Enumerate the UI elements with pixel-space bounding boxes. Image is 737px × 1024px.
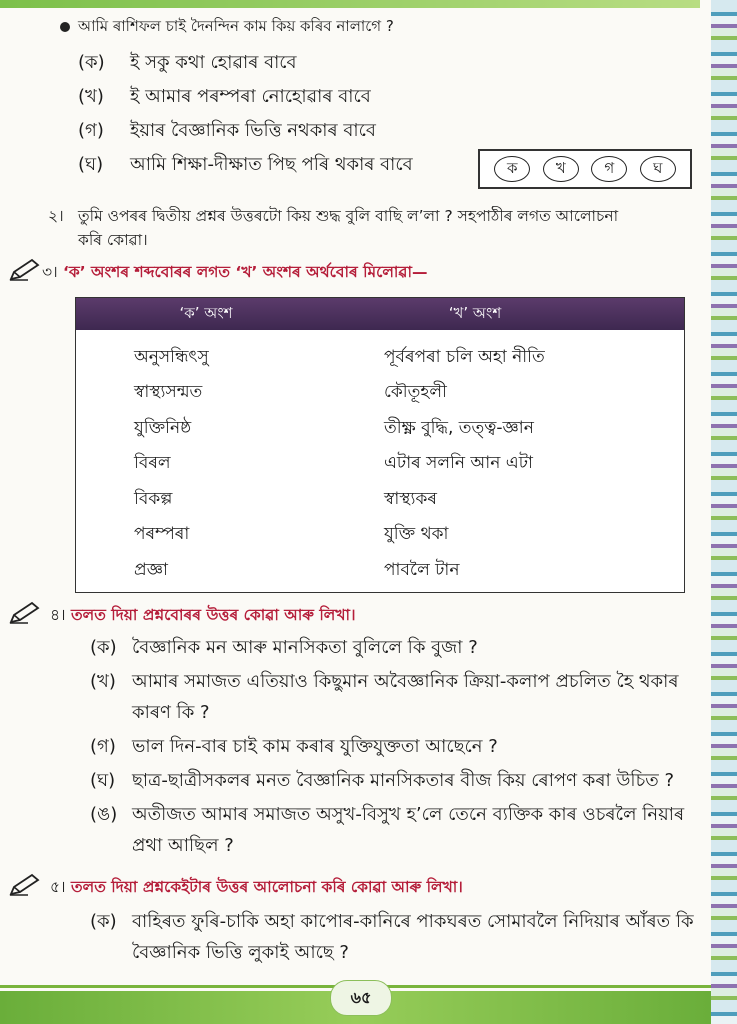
- answer-choice[interactable]: ঘ: [640, 156, 676, 182]
- q3-number: ৩।: [42, 263, 58, 281]
- meaning-b: স্বাস্থ্যকৰ: [384, 488, 437, 509]
- answer-choice-box: [478, 149, 692, 189]
- right-decorative-border: [711, 0, 737, 1024]
- q4-heading: [50, 603, 690, 629]
- item-marker: (ক): [90, 637, 117, 658]
- q5-number: ৫।: [50, 878, 66, 896]
- q5-title: তলত দিয়া প্ৰশ্নকেইটাৰ উত্তৰ আলোচনা কৰি কোৱা আৰু লিখা।: [71, 878, 463, 896]
- term-a: পৰম্পৰা: [134, 524, 190, 545]
- q5-heading: [50, 875, 690, 901]
- table-row: [76, 482, 684, 518]
- match-table: [75, 297, 685, 593]
- q5-items: [90, 906, 700, 971]
- q2-text-cont: কৰি কোৱা।: [78, 231, 148, 249]
- option-marker: (গ): [78, 119, 104, 141]
- meaning-b: এটাৰ সলনি আন এটা: [384, 453, 533, 474]
- match-table-body: [76, 330, 684, 589]
- term-a: যুক্তিনিষ্ঠ: [134, 417, 192, 438]
- top-decor-strip: [0, 0, 700, 8]
- option-marker: (খ): [78, 85, 104, 107]
- q1-option: [60, 80, 700, 114]
- option-marker: (ঘ): [78, 153, 104, 175]
- table-row: [76, 553, 684, 589]
- item-marker: (ঙ): [90, 804, 118, 825]
- table-row: [76, 518, 684, 554]
- q3-title: ‘ক’ অংশৰ শব্দবোৰৰ লগত ‘খ’ অংশৰ অৰ্থবোৰ মিলোৱা—: [63, 263, 428, 281]
- item-marker: (খ): [90, 671, 116, 692]
- item-marker: (গ): [90, 736, 116, 757]
- answer-choice[interactable]: ক: [494, 156, 530, 182]
- item-text: ছাত্ৰ-ছাত্ৰীসকলৰ মনত বৈজ্ঞানিক মানসিকতাৰ বীজ কিয় ৰোপণ কৰা উচিত ?: [132, 770, 675, 791]
- option-text: ইয়াৰ বৈজ্ঞানিক ভিত্তি নথকাৰ বাবে: [130, 119, 376, 141]
- item-text: অতীজত আমাৰ সমাজত অসুখ-বিসুখ হ’লে তেনে ব্যক্তিক কাৰ ওচৰলৈ নিয়াৰ প্ৰথা আছিল ?: [132, 804, 685, 856]
- list-item: [90, 799, 700, 861]
- meaning-b: যুক্তি থকা: [384, 524, 449, 545]
- term-a: স্বাস্থ্যসন্মত: [134, 382, 203, 403]
- term-a: বিৰল: [134, 453, 171, 474]
- q2-text: তুমি ওপৰৰ দ্বিতীয় প্ৰশ্নৰ উত্তৰটো কিয় শুদ্ধ বুলি বাছি ল’লা ? সহপাঠীৰ লগত আলোচনা: [78, 207, 619, 225]
- q3-heading: [42, 260, 692, 286]
- meaning-b: পূৰ্বৰপৰা চলি অহা নীতি: [384, 346, 545, 367]
- list-item: [90, 632, 700, 663]
- option-text: আমি শিক্ষা-দীক্ষাত পিছ পৰি থকাৰ বাবে: [130, 153, 413, 175]
- table-row: [76, 340, 684, 376]
- table-row: [76, 376, 684, 412]
- q2-number: ২।: [48, 207, 64, 225]
- pencil-icon: [8, 873, 42, 897]
- q4-items: [90, 632, 700, 864]
- q1-prompt: আমি ৰাশিফল চাই দৈনন্দিন কাম কিয় কৰিব নালাগে ?: [78, 16, 394, 35]
- match-table-header: [76, 298, 684, 330]
- term-a: বিকল্প: [134, 488, 173, 509]
- table-row: [76, 411, 684, 447]
- meaning-b: পাবলৈ টান: [384, 559, 460, 580]
- table-row: [76, 447, 684, 483]
- option-marker: (ক): [78, 51, 105, 73]
- q4-title: তলত দিয়া প্ৰশ্নবোৰৰ উত্তৰ কোৱা আৰু লিখা।: [71, 606, 356, 624]
- pencil-icon: [8, 601, 42, 625]
- col-b-header: ‘খ’ অংশ: [448, 303, 502, 322]
- col-a-header: ‘ক’ অংশ: [179, 303, 233, 322]
- item-text: ভাল দিন-বাৰ চাই কাম কৰাৰ যুক্তিযুক্ততা আছেনে ?: [132, 736, 498, 757]
- option-text: ই সকু কথা হোৱাৰ বাবে: [130, 51, 297, 73]
- item-text: বৈজ্ঞানিক মন আৰু মানসিকতা বুলিলে কি বুজা ?: [132, 637, 478, 658]
- bullet-dot-icon: [60, 22, 70, 32]
- q4-number: ৪।: [50, 606, 66, 624]
- meaning-b: কৌতূহলী: [384, 382, 447, 403]
- page-number: ৬৫: [330, 980, 392, 1016]
- item-text: আমাৰ সমাজত এতিয়াও কিছুমান অবৈজ্ঞানিক ক্ৰিয়া-কলাপ প্ৰচলিত হৈ থকাৰ কাৰণ কি ?: [132, 671, 679, 723]
- q1-option: [60, 46, 700, 80]
- item-marker: (ক): [90, 911, 117, 932]
- pencil-icon: [8, 258, 42, 282]
- answer-choice[interactable]: গ: [591, 156, 627, 182]
- question-2: [48, 204, 698, 252]
- answer-choice[interactable]: খ: [543, 156, 579, 182]
- q1-prompt-line: [60, 14, 700, 40]
- q1-option: [60, 114, 700, 148]
- item-marker: (ঘ): [90, 770, 116, 791]
- meaning-b: তীক্ষ্ণ বুদ্ধি, তত্ত্ব-জ্ঞান: [384, 417, 534, 438]
- item-text: বাহিৰত ফুৰি-চাকি অহা কাপোৰ-কানিৰে পাকঘৰত সোমাবলৈ নিদিয়াৰ আঁৰত কি বৈজ্ঞানিক ভিত্তি লুকাই আছে ?: [132, 911, 694, 963]
- list-item: [90, 765, 700, 796]
- term-a: প্ৰজ্ঞা: [134, 559, 168, 580]
- list-item: [90, 906, 700, 968]
- term-a: অনুসন্ধিৎসু: [134, 346, 209, 367]
- list-item: [90, 731, 700, 762]
- option-text: ই আমাৰ পৰম্পৰা নোহোৱাৰ বাবে: [130, 85, 371, 107]
- list-item: [90, 666, 700, 728]
